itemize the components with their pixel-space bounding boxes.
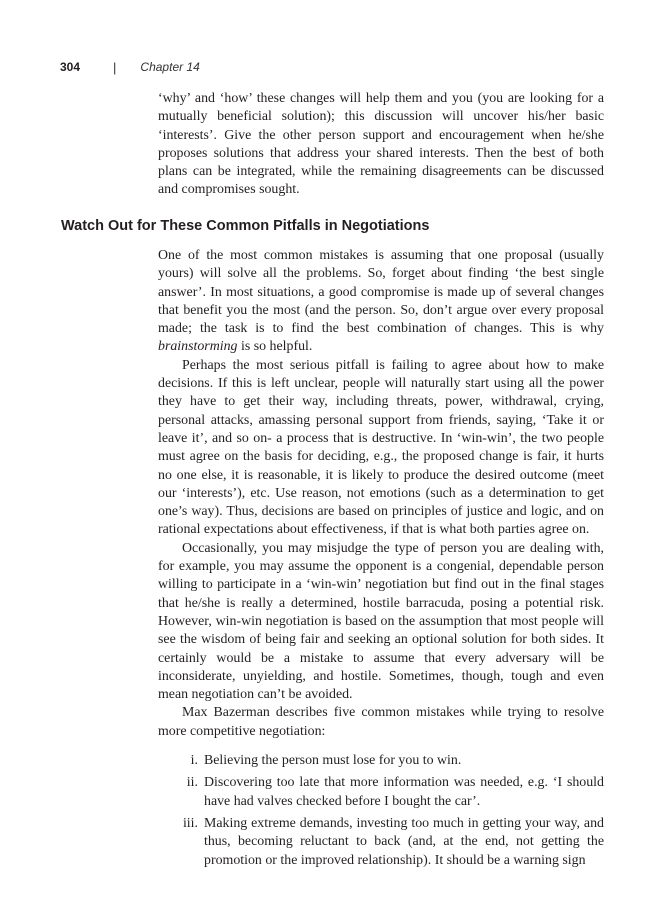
intro-text bbox=[158, 90, 604, 200]
paragraph-1-start: One of the most common mistakes is assuming that one proposal (usually yours) will solve all the problems. So, forget about finding ‘the best single answer’. In most situations, a good compromise is made up of several changes that benefit you the most (and the person. So, don’t argue over every proposal made; the task is to find the best combination of changes. This is why bbox=[158, 248, 604, 337]
list-item-text: Believing the person must lose for you to win. bbox=[204, 753, 462, 769]
paragraph-4: Max Bazerman describes five common mistakes while trying to resolve more competitive negotiation: bbox=[158, 705, 604, 739]
paragraph-1-emphasis: brainstorming bbox=[158, 339, 238, 355]
list-item bbox=[158, 815, 604, 870]
section-body bbox=[158, 247, 604, 874]
section-heading: Watch Out for These Common Pitfalls in Negotiations bbox=[61, 218, 430, 234]
list-item-number: ii. bbox=[186, 775, 198, 791]
mistakes-list bbox=[158, 752, 604, 870]
paragraph-3: Occasionally, you may misjudge the type of person you are dealing with, for example, you may assume the opponent is a congenial, dependable person willing to participate in a ‘win-win’ negotiation but find out in the final stages that he/she is really a determined, hostile barracuda, posing a potential risk. However, win-win negotiation is based on the assumption that most people will see the wisdom of being fair and seeking an optional solution for both sides. It certainly would be a mistake to assume that every adversary will be inconsiderate, unyielding, and hostile. Sometimes, though, tough and even mean negotiation can’t be avoided. bbox=[158, 540, 604, 703]
chapter-label: Chapter 14 bbox=[140, 60, 200, 74]
list-item-number: i. bbox=[190, 753, 198, 769]
list-item-text: Discovering too late that more information was needed, e.g. ‘I should have had valves checked before I bought the car’. bbox=[204, 775, 604, 809]
list-item bbox=[158, 752, 604, 770]
header-separator: | bbox=[113, 59, 117, 75]
intro-paragraph: ‘why’ and ‘how’ these changes will help them and you (you are looking for a mutually beneficial solution); this discussion will uncover his/her basic ‘interests’. Give the other person support and encouragement when he/she proposes solutions that address your shared interests. Then the best of both plans can be integrated, while the remaining disagreements can be discussed and compromises sought. bbox=[158, 91, 604, 198]
list-item-number: iii. bbox=[182, 815, 198, 831]
paragraph-1 bbox=[158, 247, 604, 357]
paragraph-1-end: is so helpful. bbox=[237, 339, 313, 355]
list-item-text: Making extreme demands, investing too much in getting your way, and thus, becoming reluctant to back (and, at the end, not getting the promotion or the improved relationship). It should be a warning sign bbox=[204, 815, 604, 868]
page-number: 304 bbox=[60, 60, 81, 74]
running-header bbox=[60, 58, 200, 76]
paragraph-2: Perhaps the most serious pitfall is failing to agree about how to make decisions. If this is left unclear, people will naturally start using all the power they have to get their way, including threats, power, withdrawal, crying, personal attacks, amassing personal support from friends, saying, ‘Take it or leave it’, and so on- a process that is destructive. In ‘win-win’, the two people must agree on the basis for deciding, e.g., the proposed change is fair, it hurts no one else, it is reasonable, it is likely to produce the desired outcome (meet our ‘interests’), etc. Use reason, not emotions (such as a determination to get one’s way). Thus, decisions are based on principles of justice and logic, and on rational expectations about effectiveness, if that is what both parties agree on. bbox=[158, 357, 604, 538]
list-item bbox=[158, 774, 604, 811]
